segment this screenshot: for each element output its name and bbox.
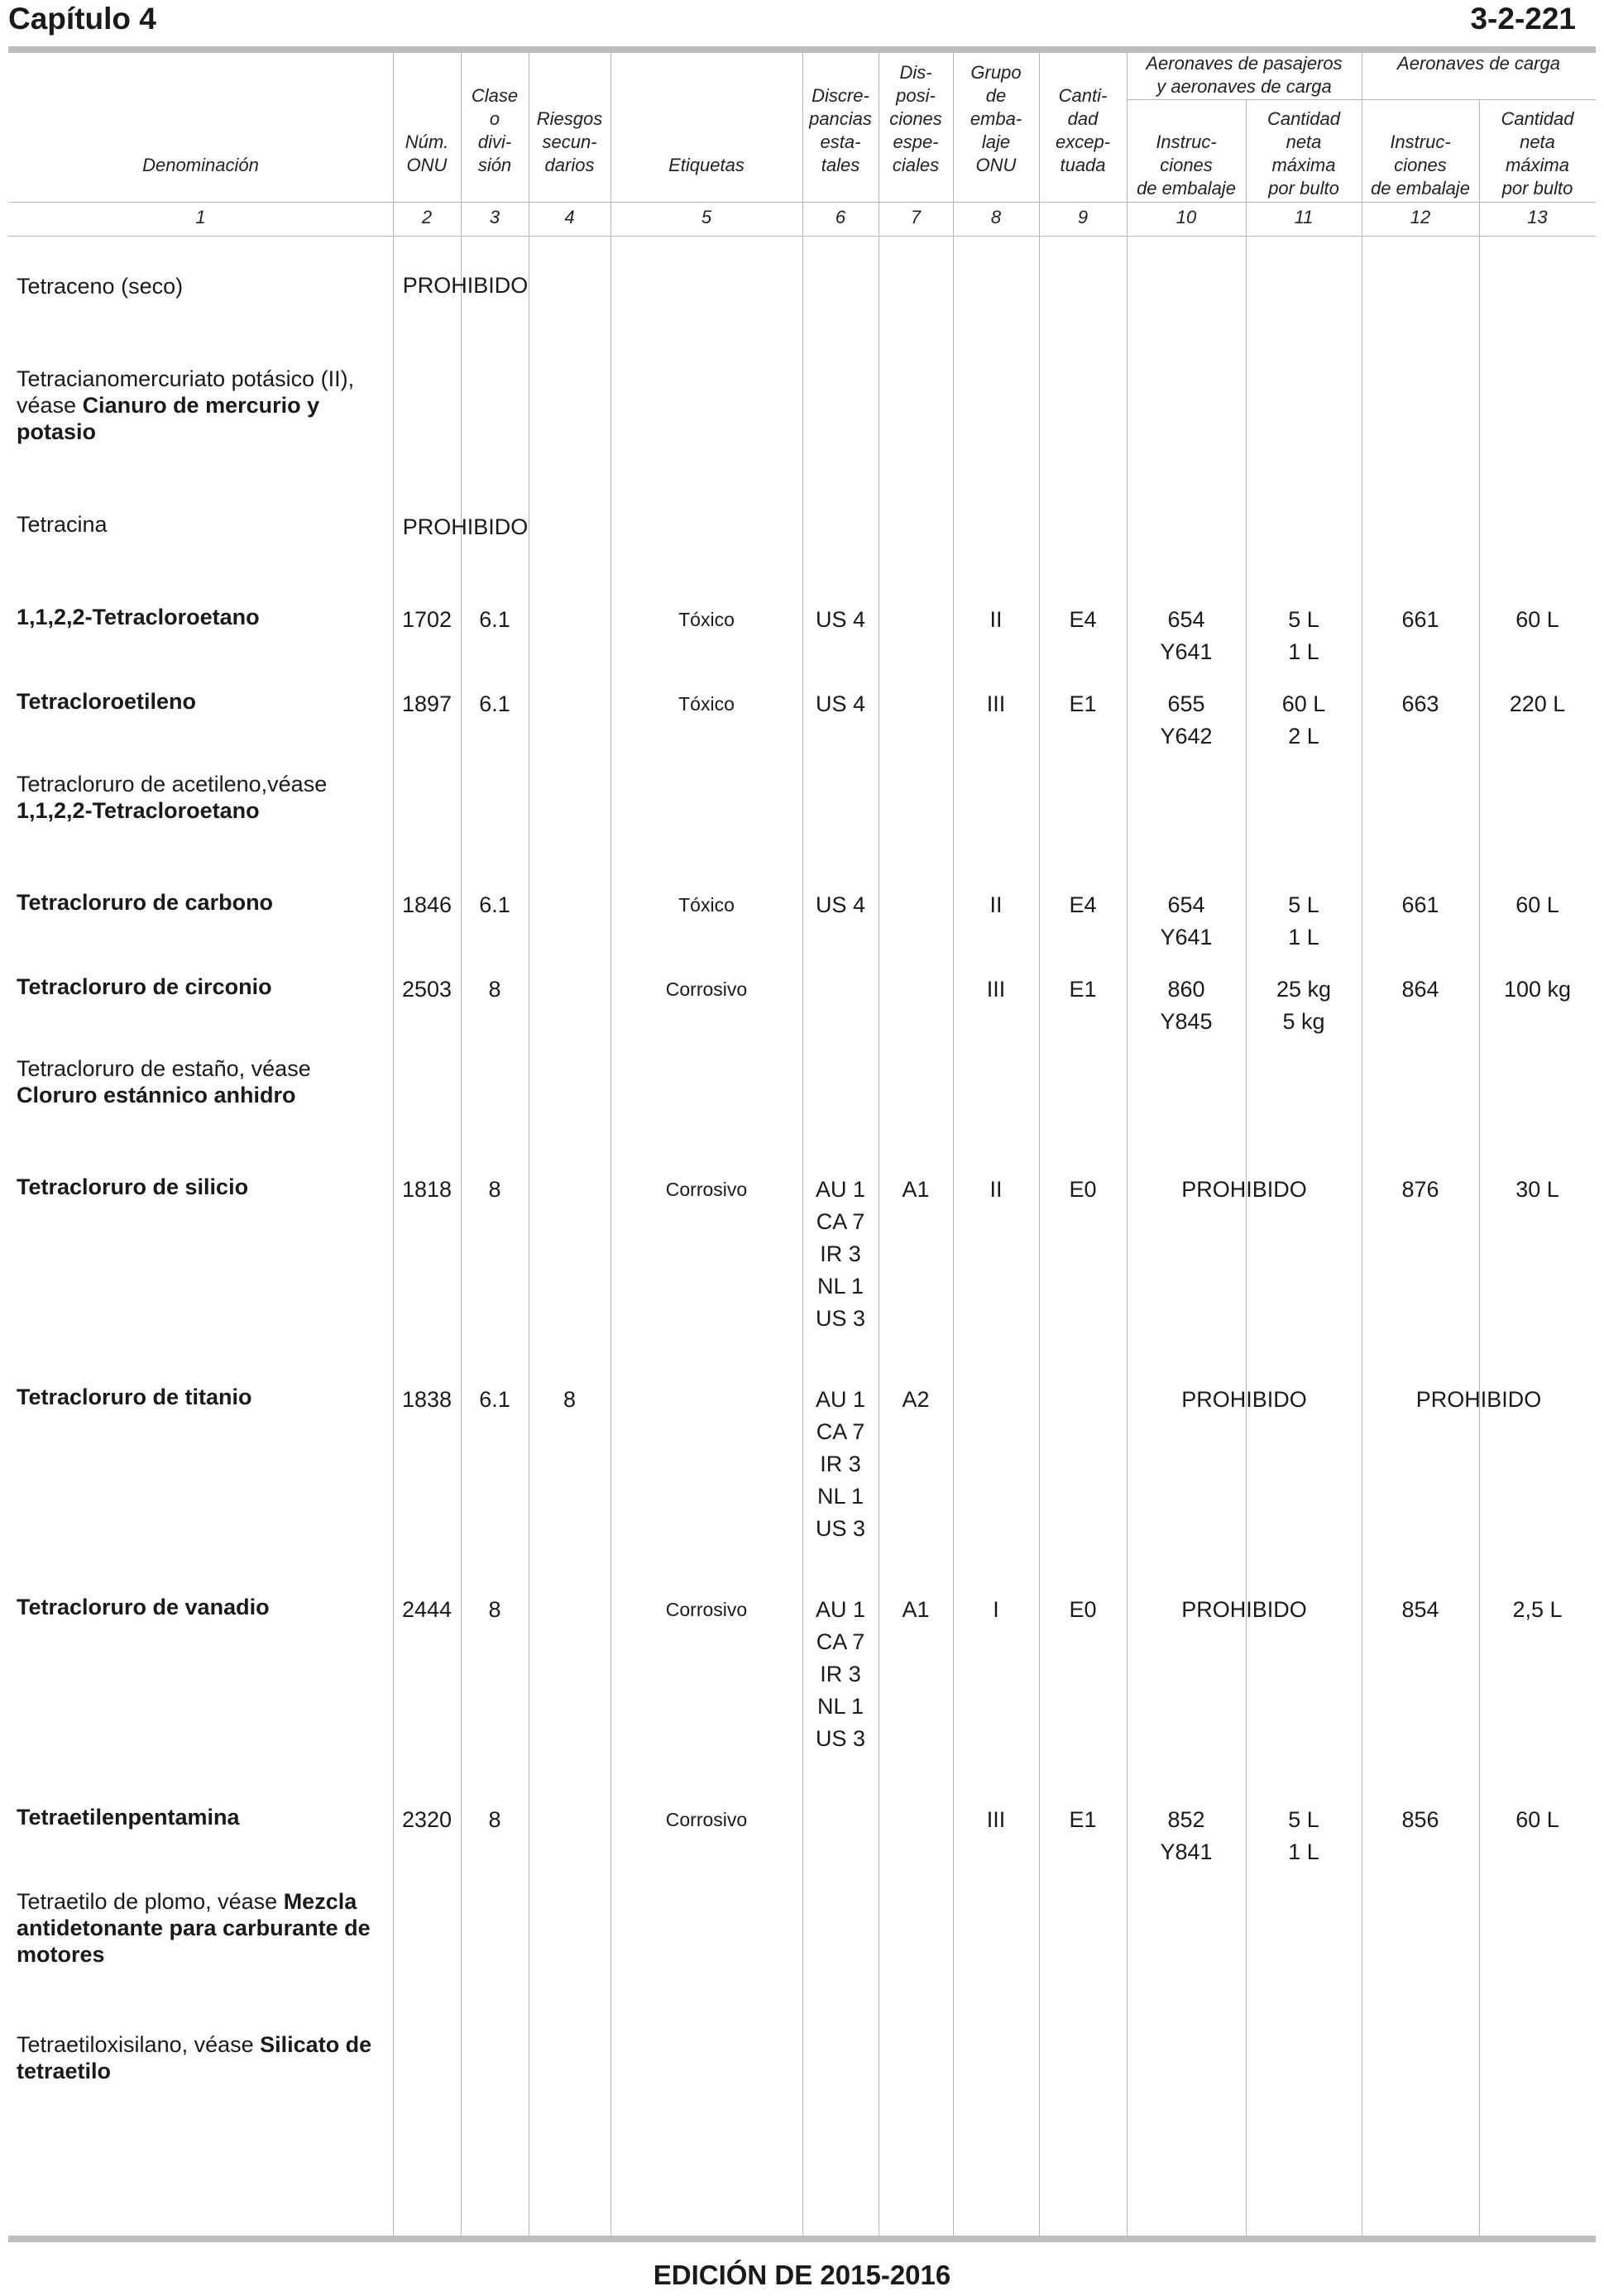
packing-instruction-cargo: 854 bbox=[1401, 1597, 1439, 1622]
entry-name: Tetracloruro de vanadio bbox=[17, 1595, 270, 1619]
max-quantity-cargo: 30 L bbox=[1515, 1177, 1559, 1202]
max-quantity-cargo: 60 L bbox=[1515, 892, 1559, 917]
entry-name: Tetracloruro de silicio bbox=[17, 1174, 249, 1199]
class-value: 8 bbox=[488, 1597, 501, 1622]
page-number: 3-2-221 bbox=[1470, 2, 1576, 36]
excepted-quantity: E0 bbox=[1069, 1597, 1097, 1622]
un-number: 2320 bbox=[401, 1807, 452, 1832]
packing-instruction-pax: 654 Y641 bbox=[1160, 607, 1213, 664]
packing-instruction-pax: 654 Y641 bbox=[1160, 892, 1213, 949]
col-number: 5 bbox=[701, 207, 712, 227]
col-header-cantidad-exceptuada: Canti- dad excep- tuada bbox=[1055, 85, 1111, 175]
subsidiary-risk: 8 bbox=[563, 1387, 577, 1412]
col-header-num-onu: Núm. ONU bbox=[405, 132, 449, 175]
packing-group: II bbox=[989, 1177, 1003, 1202]
col-divider bbox=[953, 53, 954, 2236]
col-number: 8 bbox=[990, 207, 1002, 227]
col-divider bbox=[461, 53, 462, 2236]
prohibido-pax: PROHIBIDO bbox=[1181, 1387, 1307, 1412]
packing-instruction-pax: 860 Y845 bbox=[1160, 977, 1213, 1034]
max-quantity-cargo: 60 L bbox=[1515, 1807, 1559, 1832]
entry-name: Tetracina bbox=[17, 512, 108, 537]
excepted-quantity: E1 bbox=[1069, 691, 1097, 716]
class-value: 8 bbox=[488, 1807, 501, 1832]
col-divider bbox=[1127, 53, 1128, 2236]
max-quantity-cargo: 220 L bbox=[1509, 691, 1566, 716]
packing-group: II bbox=[989, 607, 1003, 632]
class-value: 6.1 bbox=[479, 1387, 510, 1412]
col-header-cant-cargo: Cantidad neta máxima por bulto bbox=[1501, 108, 1574, 199]
max-quantity-cargo: 60 L bbox=[1515, 607, 1559, 632]
col-header-disposiciones: Dis- posi- ciones espe- ciales bbox=[889, 62, 942, 175]
max-quantity-pax: 5 L 1 L bbox=[1288, 607, 1319, 664]
packing-instruction-pax: 655 Y642 bbox=[1160, 691, 1213, 749]
entry-name: Tetracianomercuriato potásico (II), véase Cianuro de mercurio y potasio bbox=[17, 366, 355, 444]
col-header-denominacion: Denominación bbox=[142, 155, 259, 175]
class-value: 8 bbox=[488, 1177, 501, 1202]
col-number: 10 bbox=[1175, 207, 1197, 227]
discrepancy-value: US 4 bbox=[815, 691, 866, 716]
excepted-quantity: E4 bbox=[1069, 892, 1097, 917]
col-number: 12 bbox=[1410, 207, 1431, 227]
label-value: Corrosivo bbox=[665, 978, 748, 1000]
prohibido-text: PROHIBIDO bbox=[402, 273, 529, 298]
col-number: 4 bbox=[564, 207, 575, 227]
bottom-rule bbox=[8, 2236, 1596, 2242]
col-divider bbox=[1039, 53, 1040, 2236]
entry-name: Tetraetilenpentamina bbox=[17, 1805, 240, 1830]
col-number: 3 bbox=[489, 207, 500, 227]
prohibido-pax: PROHIBIDO bbox=[1181, 1597, 1307, 1622]
col-divider bbox=[802, 53, 803, 2236]
entry-name: Tetraetilo de plomo, véase Mezcla antidetonante para carburante de motores bbox=[17, 1889, 371, 1967]
packing-instruction-cargo: 663 bbox=[1401, 691, 1439, 716]
col-divider bbox=[610, 53, 611, 2236]
entry-name: Tetraceno (seco) bbox=[17, 274, 184, 299]
un-number: 1818 bbox=[401, 1177, 452, 1202]
chapter-title: Capítulo 4 bbox=[8, 2, 156, 36]
discrepancy-value: US 4 bbox=[815, 607, 866, 632]
packing-instruction-cargo: 876 bbox=[1401, 1177, 1439, 1202]
col-group-pasajeros: Aeronaves de pasajeros y aeronaves de carga bbox=[1146, 53, 1343, 97]
col-divider bbox=[1479, 99, 1480, 2236]
entry-name: Tetraetiloxisilano, véase Silicato de tetraetilo bbox=[17, 2032, 372, 2083]
excepted-quantity: E0 bbox=[1069, 1177, 1097, 1202]
label-value: Corrosivo bbox=[665, 1599, 748, 1620]
max-quantity-pax: 60 L 2 L bbox=[1281, 691, 1326, 749]
col-number: 13 bbox=[1527, 207, 1548, 227]
col-number: 1 bbox=[195, 207, 206, 227]
max-quantity-pax: 5 L 1 L bbox=[1288, 892, 1319, 949]
special-provision: A1 bbox=[902, 1177, 930, 1202]
col-header-discrepancias: Discre- pancias esta- tales bbox=[809, 85, 872, 175]
max-quantity-cargo: 2,5 L bbox=[1512, 1597, 1563, 1622]
special-provision: A1 bbox=[902, 1597, 930, 1622]
col-divider bbox=[1246, 99, 1247, 2236]
un-number: 2503 bbox=[401, 977, 452, 1002]
col-number: 9 bbox=[1077, 207, 1089, 227]
entry-name: 1,1,2,2-Tetracloroetano bbox=[17, 605, 260, 629]
col-header-riesgos: Riesgos secun- darios bbox=[536, 108, 603, 175]
entry-name: Tetracloruro de acetileno,véase 1,1,2,2-Tetracloroetano bbox=[17, 772, 328, 823]
label-value: Tóxico bbox=[678, 693, 735, 715]
special-provision: A2 bbox=[902, 1387, 930, 1412]
col-header-cant-pax: Cantidad neta máxima por bulto bbox=[1266, 108, 1341, 199]
class-value: 6.1 bbox=[479, 607, 510, 632]
col-header-clase: Clase o divi- sión bbox=[471, 85, 519, 175]
un-number: 1838 bbox=[401, 1387, 452, 1412]
discrepancy-value: AU 1 CA 7 IR 3 NL 1 US 3 bbox=[815, 1597, 866, 1751]
label-value: Corrosivo bbox=[665, 1179, 748, 1200]
prohibido-pax: PROHIBIDO bbox=[1181, 1177, 1307, 1202]
label-value: Corrosivo bbox=[665, 1809, 748, 1830]
prohibido-cargo: PROHIBIDO bbox=[1415, 1387, 1542, 1412]
packing-group: I bbox=[993, 1597, 999, 1622]
packing-group: III bbox=[986, 977, 1006, 1002]
entry-name: Tetracloruro de titanio bbox=[17, 1385, 252, 1409]
excepted-quantity: E1 bbox=[1069, 1807, 1097, 1832]
col-number: 11 bbox=[1294, 207, 1314, 227]
class-value: 6.1 bbox=[479, 691, 510, 716]
packing-instruction-pax: 852 Y841 bbox=[1160, 1807, 1213, 1864]
label-value: Tóxico bbox=[678, 894, 735, 916]
un-number: 1846 bbox=[401, 892, 452, 917]
label-value: Tóxico bbox=[678, 609, 735, 630]
edition-footer: EDICIÓN DE 2015-2016 bbox=[653, 2260, 951, 2290]
entry-name: Tetracloruro de carbono bbox=[17, 890, 274, 915]
col-number: 7 bbox=[910, 207, 922, 227]
packing-group: II bbox=[989, 892, 1003, 917]
col-header-etiquetas: Etiquetas bbox=[668, 155, 745, 175]
col-group-carga: Aeronaves de carga bbox=[1397, 53, 1560, 74]
excepted-quantity: E4 bbox=[1069, 607, 1097, 632]
packing-instruction-cargo: 864 bbox=[1401, 977, 1439, 1002]
col-header-instr-pax: Instruc- ciones de embalaje bbox=[1137, 132, 1236, 199]
col-header-instr-cargo: Instruc- ciones de embalaje bbox=[1371, 132, 1470, 199]
discrepancy-value: AU 1 CA 7 IR 3 NL 1 US 3 bbox=[815, 1177, 866, 1331]
col-header-grupo: Grupo de emba- laje ONU bbox=[970, 62, 1022, 175]
prohibido-text: PROHIBIDO bbox=[402, 514, 529, 539]
entry-name: Tetracloruro de estaño, véase Cloruro estánnico anhidro bbox=[17, 1056, 311, 1107]
col-number: 2 bbox=[421, 207, 433, 227]
max-quantity-cargo: 100 kg bbox=[1503, 977, 1572, 1002]
un-number: 1702 bbox=[401, 607, 452, 632]
discrepancy-value: AU 1 CA 7 IR 3 NL 1 US 3 bbox=[815, 1387, 866, 1541]
excepted-quantity: E1 bbox=[1069, 977, 1097, 1002]
discrepancy-value: US 4 bbox=[815, 892, 866, 917]
class-value: 6.1 bbox=[479, 892, 510, 917]
max-quantity-pax: 5 L 1 L bbox=[1288, 1807, 1319, 1864]
entry-name: Tetracloroetileno bbox=[17, 689, 197, 714]
col-number: 6 bbox=[835, 207, 846, 227]
packing-instruction-cargo: 661 bbox=[1401, 607, 1439, 632]
un-number: 1897 bbox=[401, 691, 452, 716]
class-value: 8 bbox=[488, 977, 501, 1002]
max-quantity-pax: 25 kg 5 kg bbox=[1276, 977, 1332, 1034]
entry-name: Tetracloruro de circonio bbox=[17, 974, 272, 999]
un-number: 2444 bbox=[401, 1597, 452, 1622]
packing-instruction-cargo: 856 bbox=[1401, 1807, 1439, 1832]
packing-group: III bbox=[986, 1807, 1006, 1832]
packing-group: III bbox=[986, 691, 1006, 716]
col-divider bbox=[393, 53, 394, 2236]
packing-instruction-cargo: 661 bbox=[1401, 892, 1439, 917]
